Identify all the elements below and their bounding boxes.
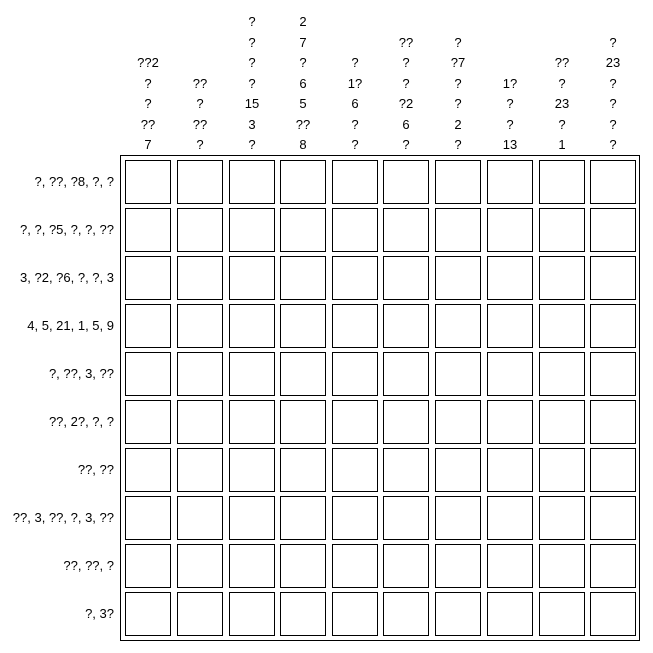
grid-cell[interactable] xyxy=(332,256,378,300)
grid-cell[interactable] xyxy=(332,304,378,348)
grid-cell[interactable] xyxy=(487,592,533,636)
grid-cell[interactable] xyxy=(590,352,636,396)
column-clue: ??2 xyxy=(137,55,159,70)
column-clue: ? xyxy=(402,137,410,152)
grid-cell[interactable] xyxy=(125,592,171,636)
grid-cell[interactable] xyxy=(332,448,378,492)
column-clue: 8 xyxy=(299,137,307,152)
grid-cell[interactable] xyxy=(435,256,481,300)
grid-cell[interactable] xyxy=(229,352,275,396)
grid-cell[interactable] xyxy=(177,448,223,492)
grid-cell[interactable] xyxy=(280,160,326,204)
grid-cell[interactable] xyxy=(177,592,223,636)
column-clue: ?? xyxy=(398,34,414,50)
column-clue: ? xyxy=(351,116,359,132)
grid-cell[interactable] xyxy=(177,352,223,396)
column-clue: ? xyxy=(248,34,256,50)
grid-cell[interactable] xyxy=(590,496,636,540)
grid-cell[interactable] xyxy=(332,352,378,396)
grid-cell[interactable] xyxy=(383,448,429,492)
column-clue: ? xyxy=(248,137,256,152)
grid-cell[interactable] xyxy=(280,256,326,300)
column-clue: ? xyxy=(454,137,462,152)
grid-cell[interactable] xyxy=(383,592,429,636)
grid-cell[interactable] xyxy=(280,208,326,252)
grid-cell[interactable] xyxy=(435,208,481,252)
grid-cell[interactable] xyxy=(229,208,275,252)
grid-cell[interactable] xyxy=(177,400,223,444)
column-clue: ?7 xyxy=(450,55,466,70)
grid-cell[interactable] xyxy=(539,592,585,636)
column-clue: 6 xyxy=(351,96,359,111)
grid-cell[interactable] xyxy=(177,208,223,252)
column-clue: 3 xyxy=(248,116,256,132)
grid-cell[interactable] xyxy=(487,352,533,396)
grid-cell[interactable] xyxy=(280,448,326,492)
grid-cell[interactable] xyxy=(539,352,585,396)
grid-cell[interactable] xyxy=(383,352,429,396)
grid-cell[interactable] xyxy=(383,496,429,540)
column-clue: ? xyxy=(609,137,617,152)
grid-cell[interactable] xyxy=(332,208,378,252)
column-clue: ? xyxy=(299,55,307,70)
grid-cell[interactable] xyxy=(280,496,326,540)
column-clue: ? xyxy=(196,96,204,111)
grid-cell[interactable] xyxy=(590,208,636,252)
grid-cell[interactable] xyxy=(539,448,585,492)
grid-cell[interactable] xyxy=(487,544,533,588)
grid-cell[interactable] xyxy=(332,400,378,444)
column-clue: ? xyxy=(454,75,462,91)
grid-cell[interactable] xyxy=(590,400,636,444)
column-clue: ?? xyxy=(554,55,570,70)
column-clue: 1? xyxy=(502,75,518,91)
column-clue: ? xyxy=(609,96,617,111)
column-clue: ? xyxy=(248,14,256,29)
grid-cell[interactable] xyxy=(125,496,171,540)
column-clue: ?? xyxy=(140,116,156,132)
grid-cell[interactable] xyxy=(332,160,378,204)
grid-cell[interactable] xyxy=(125,544,171,588)
column-clue: 1 xyxy=(558,137,566,152)
grid-cell[interactable] xyxy=(539,160,585,204)
column-clue: 6 xyxy=(402,116,410,132)
column-clue: 1? xyxy=(347,75,363,91)
column-clue: 23 xyxy=(605,55,621,70)
grid-cell[interactable] xyxy=(125,208,171,252)
grid-cell[interactable] xyxy=(177,256,223,300)
column-clue: 7 xyxy=(299,34,307,50)
row-clue: ??, ?? xyxy=(77,462,114,477)
grid-cell[interactable] xyxy=(435,448,481,492)
column-clue: 2 xyxy=(299,14,307,29)
grid-cell[interactable] xyxy=(590,304,636,348)
grid-cell[interactable] xyxy=(539,256,585,300)
grid-cell[interactable] xyxy=(125,352,171,396)
grid-cell[interactable] xyxy=(487,256,533,300)
grid-cell[interactable] xyxy=(435,592,481,636)
grid-cell[interactable] xyxy=(125,304,171,348)
grid-cell[interactable] xyxy=(125,448,171,492)
grid-cell[interactable] xyxy=(590,448,636,492)
grid-cell[interactable] xyxy=(177,496,223,540)
grid-cell[interactable] xyxy=(383,160,429,204)
grid-cell[interactable] xyxy=(177,304,223,348)
grid-cell[interactable] xyxy=(590,256,636,300)
row-clue: ?, ??, ?8, ?, ? xyxy=(34,174,114,189)
column-clue: 13 xyxy=(502,137,518,152)
grid-cell[interactable] xyxy=(435,304,481,348)
grid-cell[interactable] xyxy=(383,544,429,588)
grid-cell[interactable] xyxy=(177,160,223,204)
grid-cell[interactable] xyxy=(280,592,326,636)
grid-cell[interactable] xyxy=(332,544,378,588)
row-clue: ??, 3, ??, ?, 3, ?? xyxy=(12,510,114,525)
column-clue: ? xyxy=(402,55,410,70)
grid-cell[interactable] xyxy=(539,208,585,252)
grid-cell[interactable] xyxy=(125,400,171,444)
grid-cell[interactable] xyxy=(487,400,533,444)
column-clue: 6 xyxy=(299,75,307,91)
column-clue: 2 xyxy=(454,116,462,132)
column-clue: ? xyxy=(609,75,617,91)
column-clue: ? xyxy=(609,34,617,50)
column-clue: ? xyxy=(248,55,256,70)
grid-cell[interactable] xyxy=(280,352,326,396)
column-clue: ? xyxy=(196,137,204,152)
grid-cell[interactable] xyxy=(435,496,481,540)
row-clue: 4, 5, 21, 1, 5, 9 xyxy=(27,318,114,333)
grid-cell[interactable] xyxy=(229,400,275,444)
column-clue: ?? xyxy=(295,116,311,132)
grid-cell[interactable] xyxy=(590,160,636,204)
grid-cell[interactable] xyxy=(229,160,275,204)
column-clue: ? xyxy=(144,96,152,111)
grid-cell[interactable] xyxy=(125,256,171,300)
grid-cell[interactable] xyxy=(280,304,326,348)
grid-cell[interactable] xyxy=(177,544,223,588)
grid-cell[interactable] xyxy=(487,304,533,348)
grid-cell[interactable] xyxy=(229,592,275,636)
grid-cell[interactable] xyxy=(280,544,326,588)
grid-cell[interactable] xyxy=(487,160,533,204)
row-clue: ??, 2?, ?, ? xyxy=(48,414,114,429)
column-clue: 15 xyxy=(244,96,260,111)
grid-cell[interactable] xyxy=(539,304,585,348)
column-clue: 7 xyxy=(144,137,152,152)
column-clue: ? xyxy=(506,96,514,111)
grid-cell[interactable] xyxy=(125,160,171,204)
grid-cell[interactable] xyxy=(383,208,429,252)
grid-cell[interactable] xyxy=(229,496,275,540)
grid-cell[interactable] xyxy=(539,400,585,444)
row-clue: ?, ?, ?5, ?, ?, ?? xyxy=(20,222,114,237)
column-clue: ? xyxy=(248,75,256,91)
row-clue: ?, 3? xyxy=(85,606,114,621)
column-clue: ?? xyxy=(192,75,208,91)
grid-cell[interactable] xyxy=(539,496,585,540)
grid-cell[interactable] xyxy=(332,592,378,636)
grid-cell[interactable] xyxy=(229,256,275,300)
grid-cell[interactable] xyxy=(435,160,481,204)
column-clue: ? xyxy=(402,75,410,91)
column-clue: ? xyxy=(609,116,617,132)
grid-cell[interactable] xyxy=(487,448,533,492)
column-clue: 23 xyxy=(554,96,570,111)
row-clue: ??, ??, ? xyxy=(63,558,114,573)
row-clue: 3, ?2, ?6, ?, ?, 3 xyxy=(20,270,114,285)
column-clue: 5 xyxy=(299,96,307,111)
grid-cell[interactable] xyxy=(435,352,481,396)
puzzle-grid xyxy=(120,155,640,641)
grid-cell[interactable] xyxy=(229,304,275,348)
grid-cell[interactable] xyxy=(383,304,429,348)
grid-cell[interactable] xyxy=(435,400,481,444)
grid-cell[interactable] xyxy=(435,544,481,588)
grid-cell[interactable] xyxy=(539,544,585,588)
grid-cell[interactable] xyxy=(229,544,275,588)
grid-cell[interactable] xyxy=(383,256,429,300)
column-clue: ? xyxy=(454,34,462,50)
column-clue: ?2 xyxy=(398,96,414,111)
grid-cell[interactable] xyxy=(280,400,326,444)
column-clue: ? xyxy=(144,75,152,91)
column-clue: ? xyxy=(506,116,514,132)
grid-cell[interactable] xyxy=(383,400,429,444)
column-clue: ? xyxy=(558,75,566,91)
column-clue: ? xyxy=(558,116,566,132)
column-clue: ? xyxy=(454,96,462,111)
grid-cell[interactable] xyxy=(487,208,533,252)
column-clue: ?? xyxy=(192,116,208,132)
row-clue: ?, ??, 3, ?? xyxy=(48,366,114,381)
grid-cell[interactable] xyxy=(229,448,275,492)
column-clue: ? xyxy=(351,55,359,70)
column-clue: ? xyxy=(351,137,359,152)
grid-cell[interactable] xyxy=(590,544,636,588)
grid-cell[interactable] xyxy=(487,496,533,540)
grid-cell[interactable] xyxy=(332,496,378,540)
grid-cell[interactable] xyxy=(590,592,636,636)
